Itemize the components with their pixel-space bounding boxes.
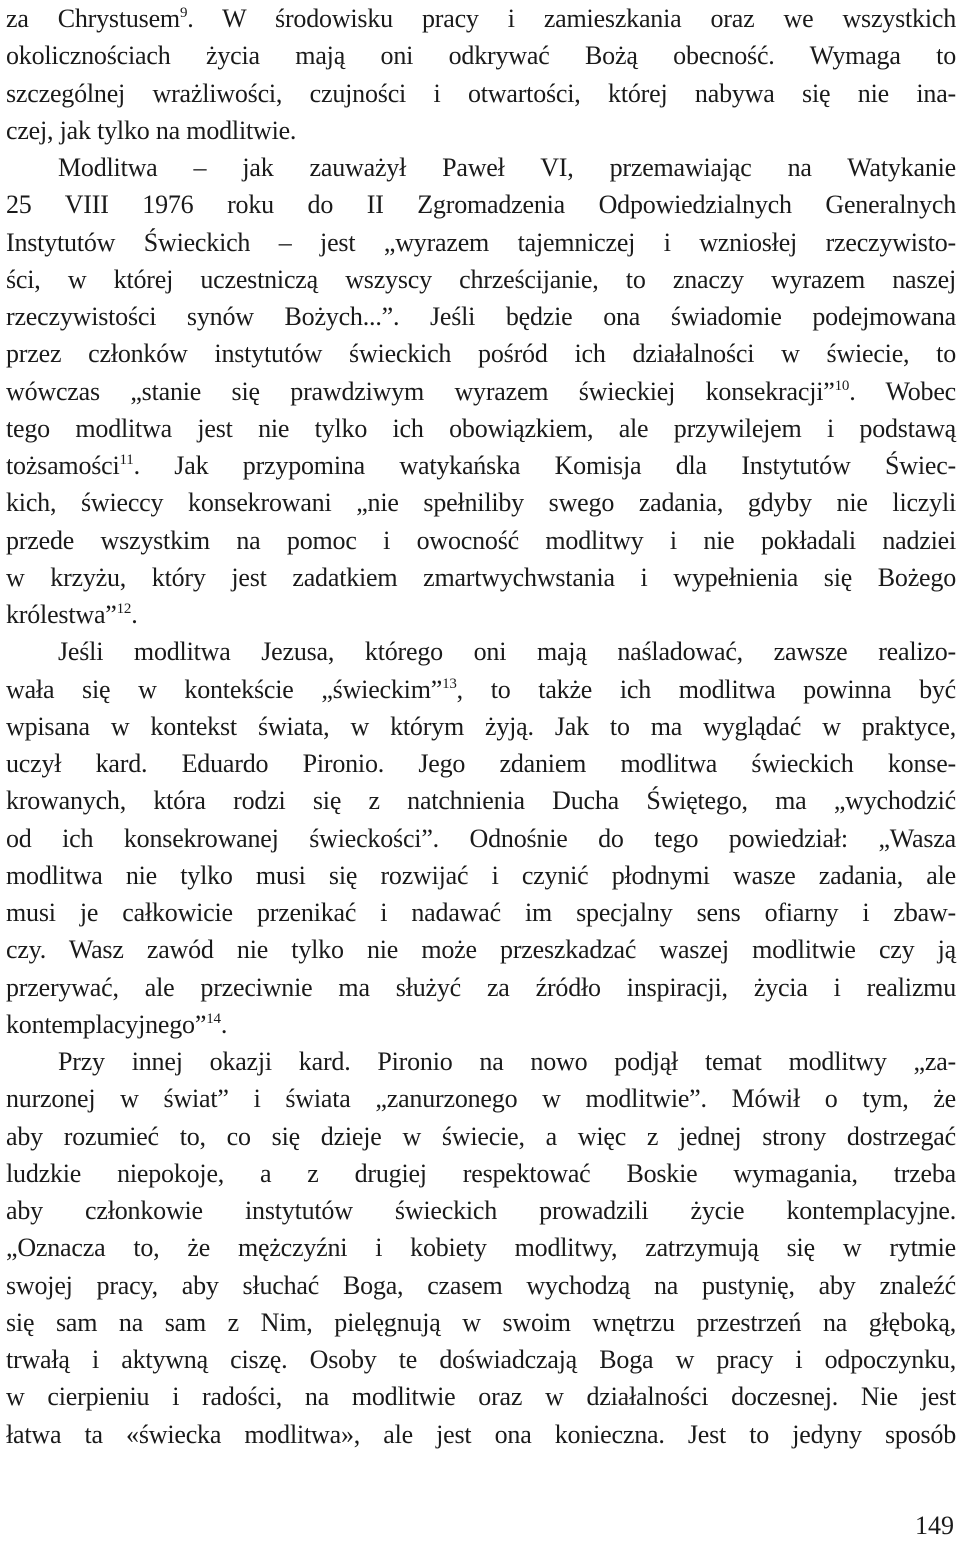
- text-line: 25 VIII 1976 roku do II Zgromadzenia Odpowiedzialnych Generalnych: [6, 190, 956, 220]
- text-line: Instytutów Świeckich – jest „wyrazem tajemniczej i wzniosłej rzeczywisto-: [6, 227, 956, 257]
- footnote-ref[interactable]: 13: [442, 675, 457, 692]
- text-line: okolicznościach życia mają oni odkrywać Bożą obecność. Wymaga to: [6, 41, 956, 71]
- text-line: w krzyżu, który jest zadatkiem zmartwychwstania i wypełnienia się Bożego: [6, 562, 956, 592]
- page-number: 149: [915, 1511, 954, 1540]
- text-line: ści, w której uczestniczą wszyscy chrześcijanie, to znaczy wyrazem naszej: [6, 264, 956, 294]
- text-line: przez członków instytutów świeckich pośród ich działalności w świecie, to: [6, 339, 956, 369]
- text-line: przerywać, ale przeciwnie ma służyć za źródło inspiracji, życia i realizmu: [6, 972, 956, 1002]
- text-line: krowanych, która rodzi się z natchnienia Ducha Świętego, ma „wychodzić: [6, 786, 956, 816]
- text-line: się sam na sam z Nim, pielęgnują w swoim wnętrzu przestrzeń na głęboką,: [6, 1307, 956, 1337]
- text-line: królestwa”$^{12}$.: [6, 600, 138, 629]
- text-line: kontemplacyjnego”$^{14}$.: [6, 1009, 228, 1039]
- text-line: wała się w kontekście „świeckim”$^{13}$, to także ich modlitwa powinna być: [6, 674, 957, 704]
- text-line: łatwa ta «świecka modlitwa», ale jest ona konieczna. Jest to jedyny sposób: [6, 1419, 956, 1449]
- text-line: przede wszystkim na pomoc i owocność modlitwy i nie pokładali nadziei: [6, 525, 956, 555]
- footnote-ref[interactable]: 9: [179, 5, 188, 21]
- text-line: wówczas „stanie się prawdziwym wyrazem świeckiej konsekracji”$^{10}$. Wobec: [6, 376, 956, 406]
- text-line: aby członkowie instytutów świeckich prowadzili życie kontemplacyjne.: [6, 1196, 956, 1225]
- text-line: „Oznacza to, że mężczyźni i kobiety modlitwy, zatrzymują się w rytmie: [6, 1233, 956, 1263]
- footnote-ref[interactable]: 11: [119, 452, 134, 468]
- footnote-ref[interactable]: 14: [206, 1010, 221, 1027]
- paragraph-first-line: Modlitwa – jak zauważył Paweł VI, przemawiając na Watykanie: [58, 153, 956, 182]
- text-line: kich, świeccy konsekrowani „nie spełniliby swego zadania, gdyby nie liczyli: [6, 488, 956, 518]
- footnote-ref[interactable]: 12: [116, 601, 132, 617]
- text-line: nurzonej w świat” i świata „zanurzonego w modlitwie”. Mówił o tym, że: [6, 1084, 956, 1114]
- text-line: od ich konsekrowanej świeckości”. Odnośnie do tego powiedział: „Wasza: [6, 823, 956, 853]
- text-line: modlitwa nie tylko musi się rozwijać i czynić płodnymi wasze zadania, ale: [6, 860, 956, 890]
- paragraph-first-line: Jeśli modlitwa Jezusa, którego oni mają naśladować, zawsze realizo-: [58, 637, 956, 667]
- text-line: czej, jak tylko na modlitwie.: [6, 115, 297, 145]
- text-line: tożsamości$^{11}$. Jak przypomina watykańska Komisja dla Instytutów Świec-: [6, 451, 956, 480]
- text-line: uczył kard. Eduardo Pironio. Jego zdaniem modlitwa świeckich konse-: [6, 749, 956, 778]
- text-line: ludzkie niepokoje, a z drugiej respektować Boskie wymagania, trzeba: [6, 1158, 956, 1188]
- text-line: szczególnej wrażliwości, czujności i otwartości, której nabywa się nie ina-: [6, 78, 956, 108]
- text-line: w cierpieniu i radości, na modlitwie oraz w działalności doczesnej. Nie jest: [6, 1382, 956, 1412]
- text-line: wpisana w kontekst świata, w którym żyją. Jak to ma wyglądać w praktyce,: [6, 711, 956, 741]
- text-line: za Chrystusem$^9$. W środowisku pracy i zamieszkania oraz we wszystkich: [6, 4, 956, 33]
- text-line: swojej pracy, aby słuchać Boga, czasem wychodzą na pustynię, aby znaleźć: [6, 1270, 956, 1300]
- text-line: tego modlitwa jest nie tylko ich obowiązkiem, ale przywilejem i podstawą: [6, 413, 956, 443]
- body-text: [6, 0, 956, 1453]
- text-line: musi je całkowicie przenikać i nadawać im specjalny sens ofiarny i zbaw-: [6, 898, 956, 927]
- text-line: trwałą i aktywną ciszę. Osoby te doświadczają Boga w pracy i odpoczynku,: [6, 1345, 956, 1374]
- text-line: rzeczywistości synów Bożych...”. Jeśli będzie ona świadomie podejmowana: [6, 302, 956, 331]
- text-line: aby rozumieć to, co się dzieje w świecie, a więc z jednej strony dostrzegać: [6, 1121, 956, 1151]
- text-line: czy. Wasz zawód nie tylko nie może przeszkadzać waszej modlitwie czy ją: [6, 935, 956, 965]
- footnote-ref[interactable]: 10: [834, 377, 850, 394]
- paragraph-first-line: Przy innej okazji kard. Pironio na nowo podjął temat modlitwy „za-: [58, 1047, 956, 1076]
